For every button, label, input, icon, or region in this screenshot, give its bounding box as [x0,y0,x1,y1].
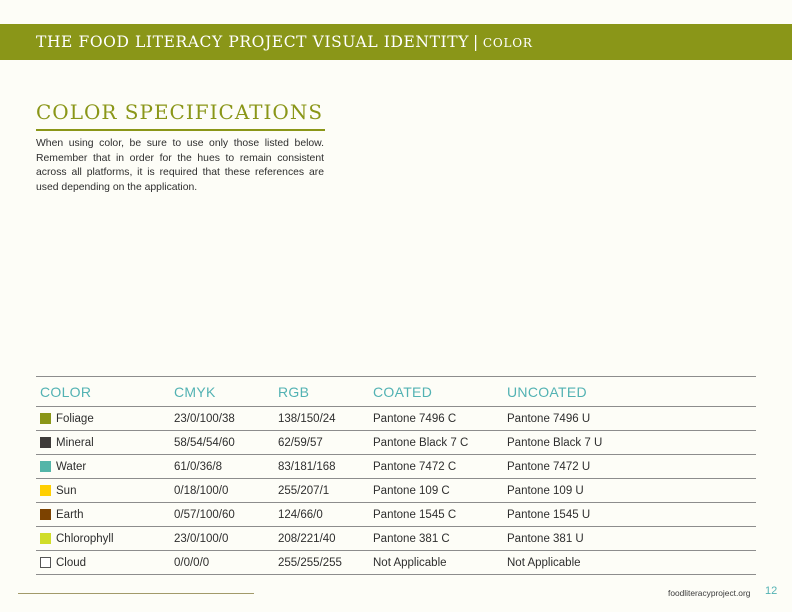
color-name: Water [56,460,87,473]
intro-paragraph: When using color, be sure to use only those listed below. Remember that in order for the hues to remain consistent across all platforms, it is required that these references are used depending on the application. [36,138,324,193]
coated-cell: Pantone 381 C [373,532,450,545]
table-row [36,406,756,430]
page-number: 12 [765,585,778,597]
header-rgb: RGB [278,383,310,400]
rgb-cell: 255/207/1 [278,484,330,497]
color-swatch [40,413,51,424]
header-title [36,33,533,51]
color-swatch [40,533,51,544]
table-row [36,430,756,454]
header-color: COLOR [40,383,92,400]
uncoated-cell: Pantone 7496 U [507,412,591,425]
color-name: Cloud [56,556,87,569]
header-cmyk: CMYK [174,383,216,400]
cmyk-cell: 0/18/100/0 [174,484,229,497]
table-row [36,502,756,526]
color-name: Earth [56,508,84,521]
rgb-cell: 138/150/24 [278,412,336,425]
color-swatch [40,485,51,496]
color-name: Foliage [56,412,94,425]
footer-rule [18,593,254,594]
coated-cell: Pantone 7496 C [373,412,457,425]
uncoated-cell: Not Applicable [507,556,581,569]
header-coated: COATED [373,383,433,400]
color-spec-table [36,376,756,575]
cmyk-cell: 0/57/100/60 [174,508,235,521]
coated-cell: Pantone 109 C [373,484,450,497]
cmyk-cell: 0/0/0/0 [174,556,210,569]
color-name: Mineral [56,436,94,449]
color-name: Chlorophyll [56,532,114,545]
color-name-cell [36,437,174,449]
color-name-cell [36,485,174,497]
section-title: COLOR SPECIFICATIONS [36,100,324,124]
table-body [36,406,756,575]
color-name-cell [36,533,174,545]
rgb-cell: 62/59/57 [278,436,323,449]
title-underline [36,129,325,131]
color-name-cell [36,509,174,521]
coated-cell: Not Applicable [373,556,447,569]
uncoated-cell: Pantone 7472 U [507,460,591,473]
table-header-row [36,377,756,406]
table-row [36,454,756,478]
header-uncoated: UNCOATED [507,383,587,400]
coated-cell: Pantone 1545 C [373,508,457,521]
color-name-cell [36,413,174,425]
cmyk-cell: 23/0/100/0 [174,532,229,545]
header-separator: | [473,33,479,51]
rgb-cell: 124/66/0 [278,508,323,521]
cmyk-cell: 58/54/54/60 [174,436,235,449]
color-name: Sun [56,484,77,497]
rgb-cell: 83/181/168 [278,460,336,473]
color-name-cell [36,461,174,473]
uncoated-cell: Pantone 109 U [507,484,584,497]
uncoated-cell: Pantone 1545 U [507,508,591,521]
uncoated-cell: Pantone Black 7 U [507,436,603,449]
coated-cell: Pantone Black 7 C [373,436,469,449]
rgb-cell: 208/221/40 [278,532,336,545]
footer-url: foodliteracyproject.org [668,588,751,598]
color-name-cell [36,557,174,569]
cmyk-cell: 23/0/100/38 [174,412,235,425]
color-swatch [40,461,51,472]
color-swatch [40,437,51,448]
header-subtitle: COLOR [482,36,533,50]
rgb-cell: 255/255/255 [278,556,342,569]
color-swatch [40,509,51,520]
table-row [36,478,756,502]
uncoated-cell: Pantone 381 U [507,532,584,545]
table-row [36,526,756,550]
cmyk-cell: 61/0/36/8 [174,460,222,473]
coated-cell: Pantone 7472 C [373,460,457,473]
table-row [36,550,756,575]
header-main-title: THE FOOD LITERACY PROJECT VISUAL IDENTITY [36,33,470,51]
color-swatch [40,557,51,568]
